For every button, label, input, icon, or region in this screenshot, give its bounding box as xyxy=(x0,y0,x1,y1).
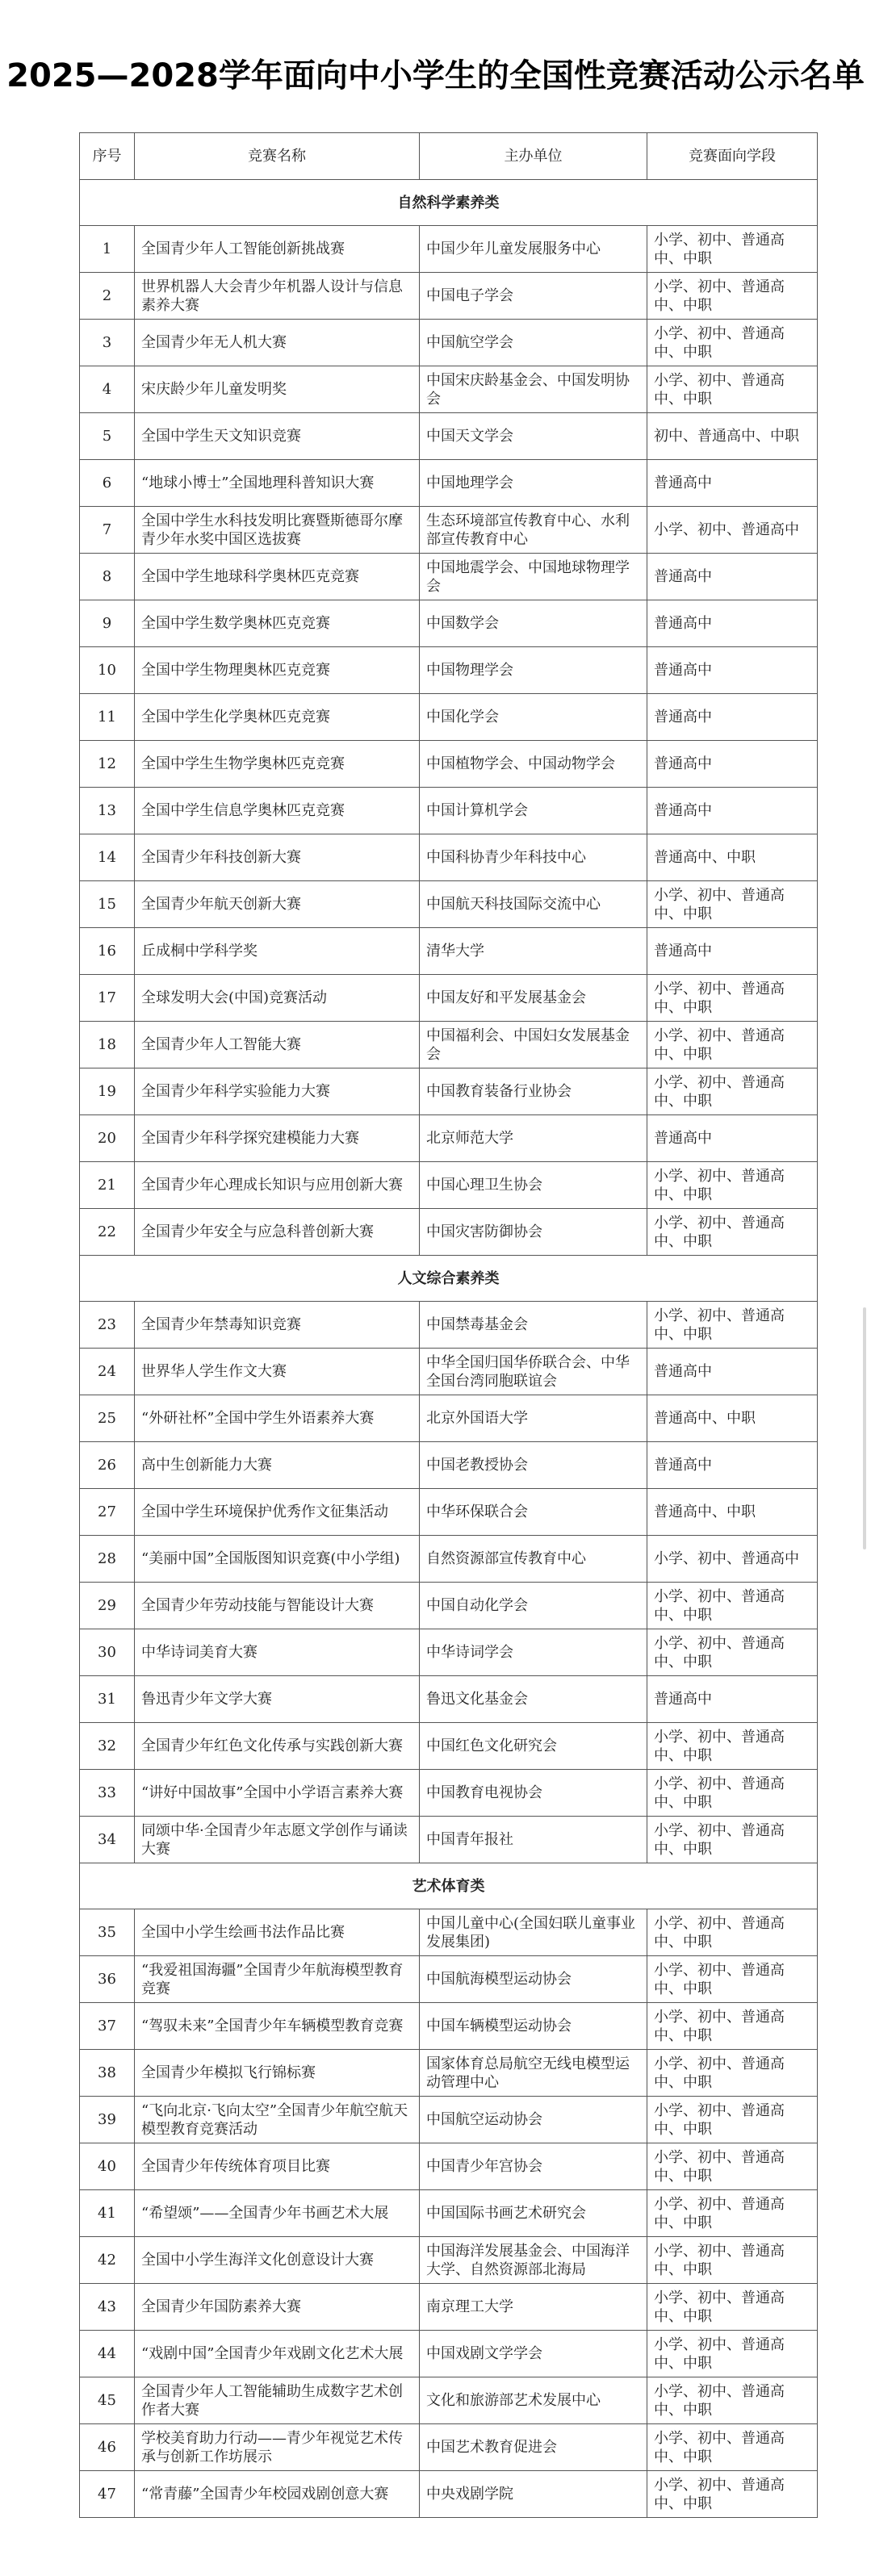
scrollbar[interactable] xyxy=(863,1307,866,1549)
row-index: 40 xyxy=(80,2143,135,2190)
competition-name: “戏剧中国”全国青少年戏剧文化艺术大展 xyxy=(135,2331,420,2377)
table-row xyxy=(80,1489,818,1536)
header-school-level: 竞赛面向学段 xyxy=(647,133,818,180)
table-row xyxy=(80,1302,818,1349)
table-row xyxy=(80,1395,818,1442)
organizer: 中华环保联合会 xyxy=(420,1489,647,1536)
organizer: 中华全国归国华侨联合会、中华全国台湾同胞联谊会 xyxy=(420,1349,647,1395)
table-row xyxy=(80,2143,818,2190)
organizer: 中国友好和平发展基金会 xyxy=(420,975,647,1022)
row-index: 6 xyxy=(80,460,135,507)
row-index: 22 xyxy=(80,1209,135,1256)
table-row xyxy=(80,928,818,975)
table-row xyxy=(80,1022,818,1068)
school-level: 小学、初中、普通高中、中职 xyxy=(647,2097,818,2143)
competition-table xyxy=(79,132,818,2518)
organizer: 中国儿童中心(全国妇联儿童事业发展集团) xyxy=(420,1909,647,1956)
table-row xyxy=(80,600,818,647)
school-level: 小学、初中、普通高中、中职 xyxy=(647,366,818,413)
table-row xyxy=(80,1115,818,1162)
school-level: 小学、初中、普通高中、中职 xyxy=(647,1629,818,1676)
row-index: 25 xyxy=(80,1395,135,1442)
organizer: 中国航空运动协会 xyxy=(420,2097,647,2143)
competition-name: “讲好中国故事”全国中小学语言素养大赛 xyxy=(135,1770,420,1817)
row-index: 19 xyxy=(80,1068,135,1115)
organizer: 中央戏剧学院 xyxy=(420,2471,647,2518)
school-level: 小学、初中、普通高中、中职 xyxy=(647,1817,818,1863)
organizer: 中国心理卫生协会 xyxy=(420,1162,647,1209)
table-row xyxy=(80,975,818,1022)
competition-name: 全国青少年红色文化传承与实践创新大赛 xyxy=(135,1723,420,1770)
row-index: 36 xyxy=(80,1956,135,2003)
organizer: 中国国际书画艺术研究会 xyxy=(420,2190,647,2237)
school-level: 普通高中 xyxy=(647,554,818,600)
section-title: 自然科学素养类 xyxy=(80,180,818,226)
competition-name: 全国青少年人工智能大赛 xyxy=(135,1022,420,1068)
row-index: 37 xyxy=(80,2003,135,2050)
row-index: 39 xyxy=(80,2097,135,2143)
section-header-row xyxy=(80,1863,818,1909)
school-level: 普通高中 xyxy=(647,600,818,647)
row-index: 14 xyxy=(80,834,135,881)
school-level: 普通高中、中职 xyxy=(647,1489,818,1536)
row-index: 28 xyxy=(80,1536,135,1583)
row-index: 33 xyxy=(80,1770,135,1817)
school-level: 普通高中 xyxy=(647,694,818,741)
school-level: 小学、初中、普通高中、中职 xyxy=(647,2050,818,2097)
table-row xyxy=(80,507,818,554)
school-level: 小学、初中、普通高中、中职 xyxy=(647,1770,818,1817)
competition-name: 全国青少年劳动技能与智能设计大赛 xyxy=(135,1583,420,1629)
organizer: 生态环境部宣传教育中心、水利部宣传教育中心 xyxy=(420,507,647,554)
organizer: 中国航天科技国际交流中心 xyxy=(420,881,647,928)
competition-name: 丘成桐中学科学奖 xyxy=(135,928,420,975)
row-index: 18 xyxy=(80,1022,135,1068)
section-title: 人文综合素养类 xyxy=(80,1256,818,1302)
competition-name: 全国中小学生海洋文化创意设计大赛 xyxy=(135,2237,420,2284)
organizer: 中国宋庆龄基金会、中国发明协会 xyxy=(420,366,647,413)
row-index: 15 xyxy=(80,881,135,928)
competition-name: 全国青少年人工智能创新挑战赛 xyxy=(135,226,420,273)
organizer: 中国计算机学会 xyxy=(420,788,647,834)
table-row xyxy=(80,1770,818,1817)
table-row xyxy=(80,2097,818,2143)
organizer: 中国艺术教育促进会 xyxy=(420,2424,647,2471)
competition-name: “飞向北京·飞向太空”全国青少年航空航天模型教育竞赛活动 xyxy=(135,2097,420,2143)
organizer: 中国青年报社 xyxy=(420,1817,647,1863)
school-level: 初中、普通高中、中职 xyxy=(647,413,818,460)
section-header-row xyxy=(80,1256,818,1302)
school-level: 小学、初中、普通高中、中职 xyxy=(647,1068,818,1115)
table-row xyxy=(80,694,818,741)
competition-name: 全国青少年无人机大赛 xyxy=(135,320,420,366)
organizer: 中国车辆模型运动协会 xyxy=(420,2003,647,2050)
school-level: 普通高中 xyxy=(647,741,818,788)
competition-name: 宋庆龄少年儿童发明奖 xyxy=(135,366,420,413)
competition-name: 全国青少年国防素养大赛 xyxy=(135,2284,420,2331)
competition-name: 全国青少年心理成长知识与应用创新大赛 xyxy=(135,1162,420,1209)
table-row xyxy=(80,2237,818,2284)
competition-name: 世界华人学生作文大赛 xyxy=(135,1349,420,1395)
table-row xyxy=(80,2424,818,2471)
school-level: 小学、初中、普通高中、中职 xyxy=(647,1909,818,1956)
header-competition-name: 竞赛名称 xyxy=(135,133,420,180)
competition-name: 全国青少年人工智能辅助生成数字艺术创作者大赛 xyxy=(135,2377,420,2424)
table-row xyxy=(80,2284,818,2331)
table-row xyxy=(80,366,818,413)
organizer: 中国教育装备行业协会 xyxy=(420,1068,647,1115)
competition-name: 全国中学生地球科学奥林匹克竞赛 xyxy=(135,554,420,600)
row-index: 35 xyxy=(80,1909,135,1956)
organizer: 中国科协青少年科技中心 xyxy=(420,834,647,881)
row-index: 38 xyxy=(80,2050,135,2097)
table-row xyxy=(80,1817,818,1863)
organizer: 中国天文学会 xyxy=(420,413,647,460)
school-level: 小学、初中、普通高中 xyxy=(647,1536,818,1583)
table-row xyxy=(80,2003,818,2050)
organizer: 中国物理学会 xyxy=(420,647,647,694)
row-index: 9 xyxy=(80,600,135,647)
table-row xyxy=(80,226,818,273)
organizer: 中国老教授协会 xyxy=(420,1442,647,1489)
school-level: 普通高中 xyxy=(647,1442,818,1489)
organizer: 中国植物学会、中国动物学会 xyxy=(420,741,647,788)
school-level: 小学、初中、普通高中、中职 xyxy=(647,2331,818,2377)
row-index: 24 xyxy=(80,1349,135,1395)
organizer: 文化和旅游部艺术发展中心 xyxy=(420,2377,647,2424)
row-index: 23 xyxy=(80,1302,135,1349)
competition-name: “外研社杯”全国中学生外语素养大赛 xyxy=(135,1395,420,1442)
competition-name: 全国中小学生绘画书法作品比赛 xyxy=(135,1909,420,1956)
competition-name: 全球发明大会(中国)竞赛活动 xyxy=(135,975,420,1022)
table-row xyxy=(80,1676,818,1723)
row-index: 7 xyxy=(80,507,135,554)
school-level: 小学、初中、普通高中、中职 xyxy=(647,2424,818,2471)
row-index: 43 xyxy=(80,2284,135,2331)
organizer: 中国青少年宫协会 xyxy=(420,2143,647,2190)
organizer: 南京理工大学 xyxy=(420,2284,647,2331)
competition-name: 全国青少年航天创新大赛 xyxy=(135,881,420,928)
table-row xyxy=(80,413,818,460)
competition-name: 鲁迅青少年文学大赛 xyxy=(135,1676,420,1723)
table-row xyxy=(80,1723,818,1770)
competition-name: “我爱祖国海疆”全国青少年航海模型教育竞赛 xyxy=(135,1956,420,2003)
organizer: 中国教育电视协会 xyxy=(420,1770,647,1817)
school-level: 小学、初中、普通高中、中职 xyxy=(647,2190,818,2237)
competition-name: 全国中学生环境保护优秀作文征集活动 xyxy=(135,1489,420,1536)
row-index: 1 xyxy=(80,226,135,273)
row-index: 13 xyxy=(80,788,135,834)
school-level: 小学、初中、普通高中 xyxy=(647,507,818,554)
competition-name: “美丽中国”全国版图知识竞赛(中小学组) xyxy=(135,1536,420,1583)
table-row xyxy=(80,881,818,928)
section-title: 艺术体育类 xyxy=(80,1863,818,1909)
table-header-row xyxy=(80,133,818,180)
school-level: 小学、初中、普通高中、中职 xyxy=(647,1162,818,1209)
school-level: 普通高中 xyxy=(647,647,818,694)
organizer: 中国地震学会、中国地球物理学会 xyxy=(420,554,647,600)
competition-name: 全国中学生化学奥林匹克竞赛 xyxy=(135,694,420,741)
page-title: 2025—2028学年面向中小学生的全国性竞赛活动公示名单 xyxy=(6,57,865,94)
row-index: 46 xyxy=(80,2424,135,2471)
school-level: 小学、初中、普通高中、中职 xyxy=(647,2237,818,2284)
header-organizer: 主办单位 xyxy=(420,133,647,180)
row-index: 32 xyxy=(80,1723,135,1770)
school-level: 普通高中 xyxy=(647,1676,818,1723)
organizer: 中国化学会 xyxy=(420,694,647,741)
row-index: 42 xyxy=(80,2237,135,2284)
competition-name: 全国青少年模拟飞行锦标赛 xyxy=(135,2050,420,2097)
competition-name: 全国中学生水科技发明比赛暨斯德哥尔摩青少年水奖中国区选拔赛 xyxy=(135,507,420,554)
row-index: 16 xyxy=(80,928,135,975)
competition-name: 全国青少年禁毒知识竞赛 xyxy=(135,1302,420,1349)
school-level: 小学、初中、普通高中、中职 xyxy=(647,1209,818,1256)
organizer: 中国戏剧文学学会 xyxy=(420,2331,647,2377)
organizer: 中国地理学会 xyxy=(420,460,647,507)
competition-name: “常青藤”全国青少年校园戏剧创意大赛 xyxy=(135,2471,420,2518)
table-row xyxy=(80,741,818,788)
school-level: 小学、初中、普通高中、中职 xyxy=(647,1583,818,1629)
table-row xyxy=(80,1956,818,2003)
table-row xyxy=(80,1068,818,1115)
school-level: 小学、初中、普通高中、中职 xyxy=(647,320,818,366)
row-index: 26 xyxy=(80,1442,135,1489)
table-row xyxy=(80,2331,818,2377)
table-row xyxy=(80,647,818,694)
organizer: 中国电子学会 xyxy=(420,273,647,320)
competition-name: 全国中学生生物学奥林匹克竞赛 xyxy=(135,741,420,788)
competition-name: 中华诗词美育大赛 xyxy=(135,1629,420,1676)
organizer: 中华诗词学会 xyxy=(420,1629,647,1676)
school-level: 小学、初中、普通高中、中职 xyxy=(647,1302,818,1349)
row-index: 5 xyxy=(80,413,135,460)
row-index: 20 xyxy=(80,1115,135,1162)
competition-name: 全国中学生物理奥林匹克竞赛 xyxy=(135,647,420,694)
row-index: 12 xyxy=(80,741,135,788)
school-level: 小学、初中、普通高中、中职 xyxy=(647,273,818,320)
row-index: 45 xyxy=(80,2377,135,2424)
competition-name: 全国青少年科学实验能力大赛 xyxy=(135,1068,420,1115)
school-level: 普通高中、中职 xyxy=(647,1395,818,1442)
school-level: 普通高中 xyxy=(647,928,818,975)
organizer: 北京外国语大学 xyxy=(420,1395,647,1442)
organizer: 国家体育总局航空无线电模型运动管理中心 xyxy=(420,2050,647,2097)
school-level: 小学、初中、普通高中、中职 xyxy=(647,2003,818,2050)
table-row xyxy=(80,1162,818,1209)
competition-name: 世界机器人大会青少年机器人设计与信息素养大赛 xyxy=(135,273,420,320)
competition-name: 高中生创新能力大赛 xyxy=(135,1442,420,1489)
organizer: 中国海洋发展基金会、中国海洋大学、自然资源部北海局 xyxy=(420,2237,647,2284)
school-level: 小学、初中、普通高中、中职 xyxy=(647,1022,818,1068)
school-level: 小学、初中、普通高中、中职 xyxy=(647,2377,818,2424)
row-index: 34 xyxy=(80,1817,135,1863)
competition-name: “驾驭未来”全国青少年车辆模型教育竞赛 xyxy=(135,2003,420,2050)
competition-name: 学校美育助力行动——青少年视觉艺术传承与创新工作坊展示 xyxy=(135,2424,420,2471)
competition-name: “希望颂”——全国青少年书画艺术大展 xyxy=(135,2190,420,2237)
school-level: 普通高中、中职 xyxy=(647,834,818,881)
table-row xyxy=(80,2050,818,2097)
row-index: 17 xyxy=(80,975,135,1022)
row-index: 4 xyxy=(80,366,135,413)
school-level: 小学、初中、普通高中、中职 xyxy=(647,1723,818,1770)
row-index: 11 xyxy=(80,694,135,741)
organizer: 中国数学会 xyxy=(420,600,647,647)
school-level: 普通高中 xyxy=(647,460,818,507)
organizer: 中国灾害防御协会 xyxy=(420,1209,647,1256)
row-index: 47 xyxy=(80,2471,135,2518)
table-row xyxy=(80,320,818,366)
row-index: 31 xyxy=(80,1676,135,1723)
competition-name: 全国青少年科技创新大赛 xyxy=(135,834,420,881)
table-row xyxy=(80,1909,818,1956)
competition-name: “地球小博士”全国地理科普知识大赛 xyxy=(135,460,420,507)
school-level: 普通高中 xyxy=(647,1349,818,1395)
table-row xyxy=(80,1209,818,1256)
school-level: 小学、初中、普通高中、中职 xyxy=(647,2143,818,2190)
row-index: 29 xyxy=(80,1583,135,1629)
competition-name: 全国青少年传统体育项目比赛 xyxy=(135,2143,420,2190)
table-row xyxy=(80,2190,818,2237)
row-index: 10 xyxy=(80,647,135,694)
table-row xyxy=(80,2377,818,2424)
table-row xyxy=(80,554,818,600)
row-index: 44 xyxy=(80,2331,135,2377)
organizer: 中国少年儿童发展服务中心 xyxy=(420,226,647,273)
competition-name: 全国中学生数学奥林匹克竞赛 xyxy=(135,600,420,647)
competition-name: 同颂中华·全国青少年志愿文学创作与诵读大赛 xyxy=(135,1817,420,1863)
organizer: 中国航空学会 xyxy=(420,320,647,366)
row-index: 27 xyxy=(80,1489,135,1536)
table-row xyxy=(80,1583,818,1629)
table-row xyxy=(80,1629,818,1676)
section-header-row xyxy=(80,180,818,226)
row-index: 3 xyxy=(80,320,135,366)
school-level: 普通高中 xyxy=(647,1115,818,1162)
school-level: 小学、初中、普通高中、中职 xyxy=(647,881,818,928)
school-level: 小学、初中、普通高中、中职 xyxy=(647,1956,818,2003)
table-body xyxy=(80,180,818,2518)
organizer: 北京师范大学 xyxy=(420,1115,647,1162)
table-row xyxy=(80,2471,818,2518)
organizer: 中国福利会、中国妇女发展基金会 xyxy=(420,1022,647,1068)
school-level: 小学、初中、普通高中、中职 xyxy=(647,226,818,273)
table-row xyxy=(80,1349,818,1395)
school-level: 普通高中 xyxy=(647,788,818,834)
school-level: 小学、初中、普通高中、中职 xyxy=(647,2471,818,2518)
competition-name: 全国青少年安全与应急科普创新大赛 xyxy=(135,1209,420,1256)
table-row xyxy=(80,1536,818,1583)
organizer: 中国红色文化研究会 xyxy=(420,1723,647,1770)
organizer: 中国自动化学会 xyxy=(420,1583,647,1629)
organizer: 自然资源部宣传教育中心 xyxy=(420,1536,647,1583)
row-index: 2 xyxy=(80,273,135,320)
table-row xyxy=(80,460,818,507)
organizer: 中国航海模型运动协会 xyxy=(420,1956,647,2003)
organizer: 清华大学 xyxy=(420,928,647,975)
competition-name: 全国中学生天文知识竞赛 xyxy=(135,413,420,460)
organizer: 中国禁毒基金会 xyxy=(420,1302,647,1349)
competition-name: 全国青少年科学探究建模能力大赛 xyxy=(135,1115,420,1162)
table-row xyxy=(80,834,818,881)
school-level: 小学、初中、普通高中、中职 xyxy=(647,975,818,1022)
competition-name: 全国中学生信息学奥林匹克竞赛 xyxy=(135,788,420,834)
organizer: 鲁迅文化基金会 xyxy=(420,1676,647,1723)
row-index: 8 xyxy=(80,554,135,600)
row-index: 30 xyxy=(80,1629,135,1676)
row-index: 41 xyxy=(80,2190,135,2237)
row-index: 21 xyxy=(80,1162,135,1209)
table-row xyxy=(80,788,818,834)
school-level: 小学、初中、普通高中、中职 xyxy=(647,2284,818,2331)
header-index: 序号 xyxy=(80,133,135,180)
table-row xyxy=(80,273,818,320)
table-row xyxy=(80,1442,818,1489)
